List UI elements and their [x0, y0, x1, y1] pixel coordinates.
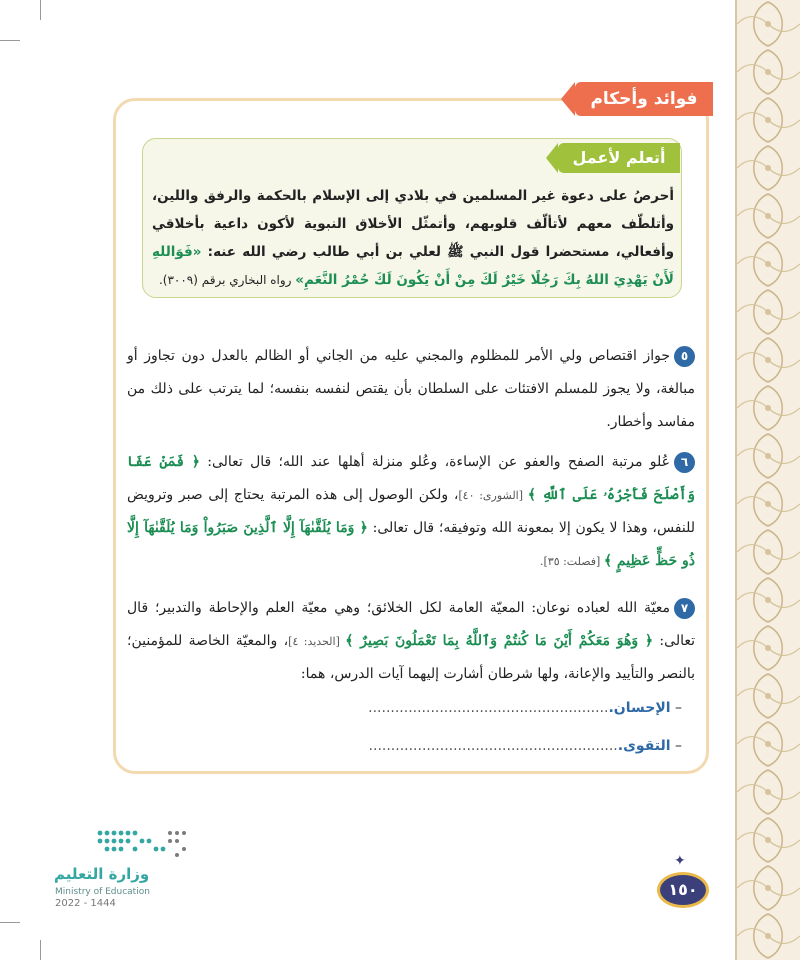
- fill-answer: التقوى.: [617, 738, 671, 754]
- learn-box-tab: أتعلم لأعمل: [558, 143, 680, 173]
- ministry-name-en: Ministry of Education: [55, 887, 150, 897]
- fill-in-line: [250, 738, 682, 754]
- fill-prefix: –: [670, 738, 682, 754]
- verse-reference: [الشورى: ٤٠]: [458, 489, 528, 502]
- list-item-6: [127, 446, 695, 578]
- list-item-7: [127, 592, 695, 691]
- hadith-source: رواه البخاري برقم (٣٠٠٩).: [158, 273, 296, 287]
- item-number-badge: ٦: [674, 452, 695, 473]
- page-number: ١٥٠: [657, 872, 709, 908]
- item-number-badge: ٧: [674, 598, 695, 619]
- item-number-badge: ٥: [674, 346, 695, 367]
- fill-dots: ........................................................: [368, 738, 618, 754]
- page-ornament-icon: ✦: [674, 853, 686, 869]
- section-tab-benefits: فوائد وأحكام: [575, 82, 713, 116]
- learn-box-text: [152, 182, 674, 294]
- item-text: معيّة الله لعباده نوعان: المعيّة العامة لكل الخلائق؛ وهي معيّة العلم والإحاطة والتدبير؛ قال تعالى:: [127, 600, 695, 649]
- list-item-5: [127, 340, 695, 439]
- ministry-logo-icon: [95, 828, 190, 864]
- item-text: عُلو مرتبة الصفح والعفو عن الإساءة، وعُلو منزلة أهلها عند الله؛ قال تعالى:: [199, 454, 670, 470]
- fill-dots: ......................................................: [368, 700, 609, 716]
- item-text: ، ولكن الوصول إلى هذه المرتبة يحتاج إلى صبر وترويض للنفس، وهذا لا يكون إلا بمعونة الله وتوفيقه؛ قال تعالى:: [127, 487, 695, 536]
- item-text: ، والمعيّة الخاصة للمؤمنين؛ بالنصر والتأييد والإعانة، ولها شرطان أشارت إليهما آيات الدرس، هما:: [127, 633, 695, 682]
- edition-year: 2022 - 1444: [55, 898, 116, 909]
- quran-verse: ﴿ فَمَنْ عَفَا وَأَصْلَحَ فَأَجْرُهُۥ عَلَى ٱللَّهِ ﴾: [127, 454, 696, 503]
- hadith-quote: «فَوَاللهِ لَأَنْ يَهْدِيَ اللهُ بِكَ رَجُلًا خَيْرٌ لَكَ مِنْ أَنْ يَكُونَ لَكَ حُمْرُ النَّعَمِ»: [152, 244, 674, 288]
- decorative-border: [735, 0, 800, 960]
- quran-verse: ﴿ وَهُوَ مَعَكُمْ أَيْنَ مَا كُنتُمْ وَٱللَّهُ بِمَا تَعْمَلُونَ بَصِيرٌ ﴾: [345, 633, 654, 649]
- learn-text-body: أحرصُ على دعوة غير المسلمين في بلادي إلى الإسلام بالحكمة والرفق واللين، وأتلطّف معهم لأتألّف قلوبهم، وأتمثّل الأخلاق النبوية لأكون داعية بأخلاقي وأفعالي، مستحضرا قول النبي ﷺ لعلي بن أبي طالب رضي الله عنه:: [152, 188, 674, 260]
- fill-prefix: –: [670, 700, 682, 716]
- quran-verse: ﴿ وَمَا يُلَقَّىٰهَآ إِلَّا ٱلَّذِينَ صَبَرُواْ وَمَا يُلَقَّىٰهَآ إِلَّا ذُو حَظٍّ عَظِيمٍ ﴾: [127, 520, 695, 569]
- fill-in-line: [250, 700, 682, 716]
- verse-reference: [فصلت: ٣٥].: [539, 555, 604, 568]
- fill-answer: الإحسان.: [608, 700, 671, 716]
- item-text: جواز اقتصاص ولي الأمر للمظلوم والمجني عليه من الجاني أو الظالم بالعدل دون تجاوز أو مبالغة، ولا يجوز للمسلم الافتئات على السلطان بأن يقتص لنفسه بنفسه؛ لما يترتب على ذلك من مفاسد وأخطار.: [127, 348, 696, 430]
- verse-reference: [الحديد: ٤]: [288, 635, 346, 648]
- ministry-name-ar: وزارة التعليم: [54, 865, 150, 883]
